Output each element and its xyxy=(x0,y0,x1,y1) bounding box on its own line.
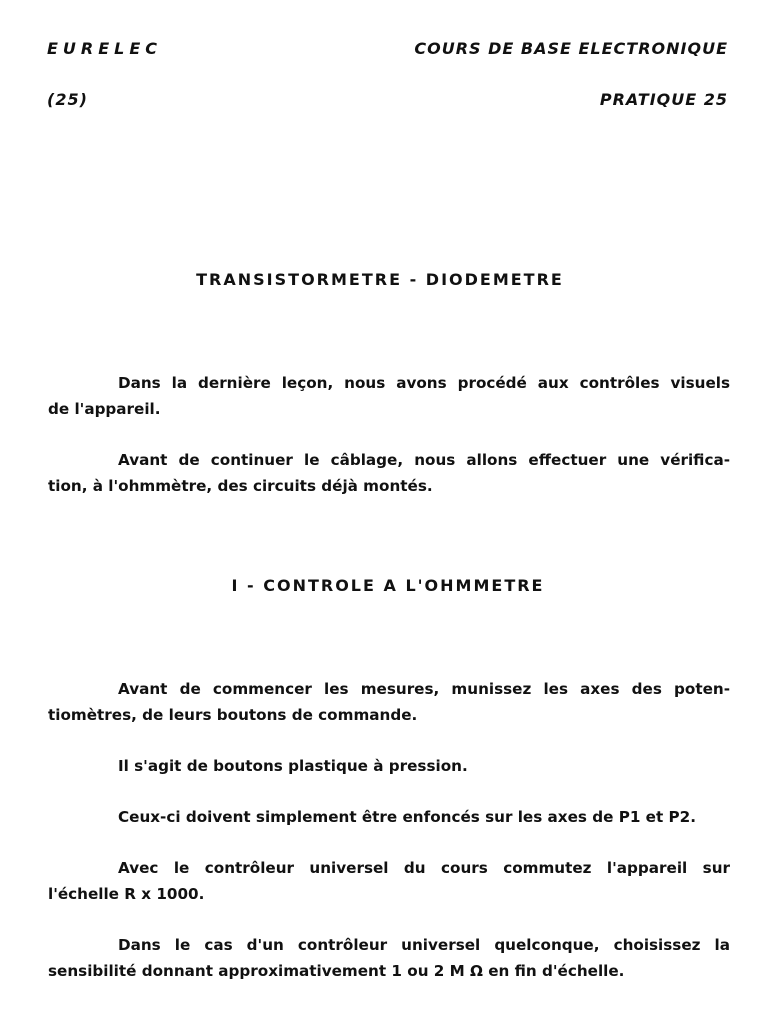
course-title: COURS DE BASE ELECTRONIQUE xyxy=(414,39,728,58)
section-paragraph-1 xyxy=(48,676,730,728)
paragraph-line: Avec le contrôleur universel du cours commutez l'appareil sur xyxy=(118,859,730,877)
intro-paragraph-1 xyxy=(48,370,730,422)
section-paragraph-5 xyxy=(48,932,730,984)
paragraph-line: Avant de commencer les mesures, munissez les axes des poten- xyxy=(118,680,730,698)
intro-paragraph-2 xyxy=(48,447,730,499)
paragraph-line: Avant de continuer le câblage, nous allons effectuer une vérifica- xyxy=(118,451,730,469)
paragraph-line: Il s'agit de boutons plastique à pression. xyxy=(118,757,468,775)
paragraph-line: l'échelle R x 1000. xyxy=(48,885,205,903)
page-number: (25) xyxy=(47,90,88,109)
section-paragraph-2 xyxy=(48,753,730,779)
paragraph-line: tion, à l'ohmmètre, des circuits déjà montés. xyxy=(48,477,433,495)
paragraph-line: tiomètres, de leurs boutons de commande. xyxy=(48,706,418,724)
lesson-label: PRATIQUE 25 xyxy=(599,90,728,109)
brand-name: EURELEC xyxy=(47,39,163,58)
section-paragraph-4 xyxy=(48,855,730,907)
paragraph-line: Dans le cas d'un contrôleur universel quelconque, choisissez la xyxy=(118,936,730,954)
paragraph-line: Dans la dernière leçon, nous avons procédé aux contrôles visuels xyxy=(118,374,730,392)
paragraph-line: sensibilité donnant approximativement 1 ou 2 M Ω en fin d'échelle. xyxy=(48,962,625,980)
page-title: TRANSISTORMETRE - DIODEMETRE xyxy=(196,270,564,289)
paragraph-line: Ceux-ci doivent simplement être enfoncés sur les axes de P1 et P2. xyxy=(118,808,696,826)
section-heading: I - CONTROLE A L'OHMMETRE xyxy=(231,576,545,595)
section-paragraph-3 xyxy=(48,804,730,830)
paragraph-line: de l'appareil. xyxy=(48,400,161,418)
